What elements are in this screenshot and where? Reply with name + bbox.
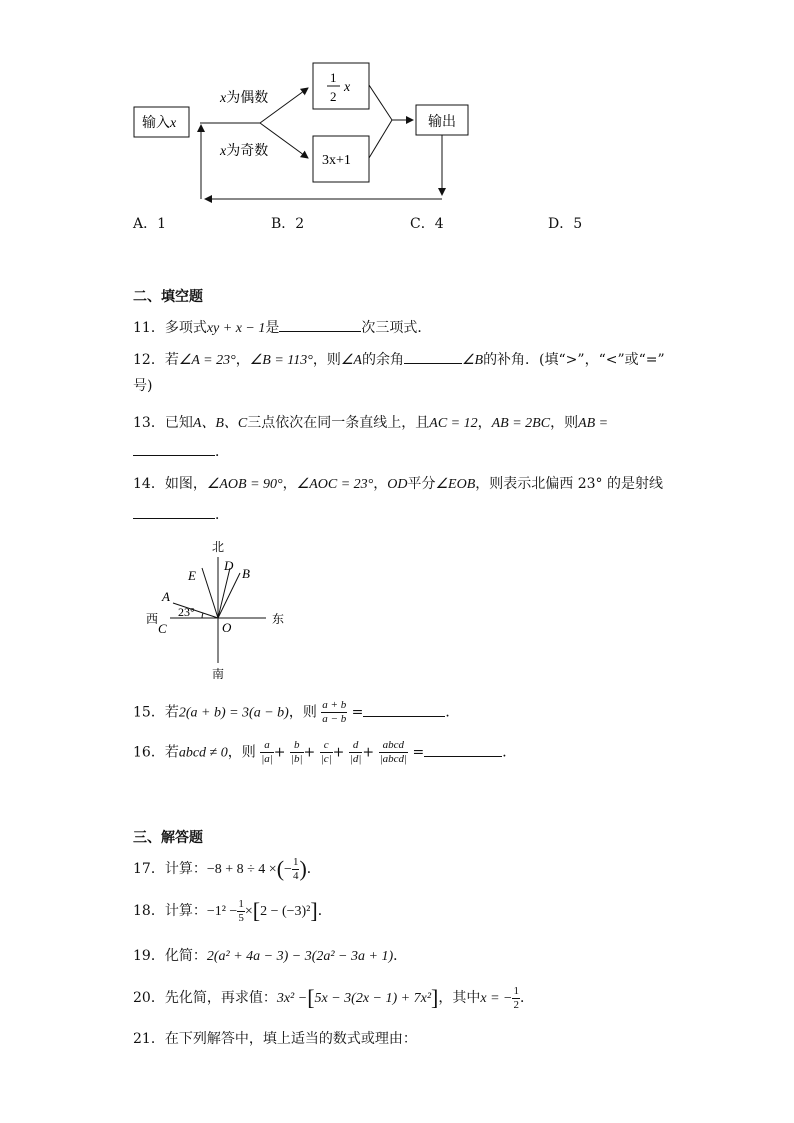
ray-oe xyxy=(202,568,218,618)
ray-od xyxy=(218,568,230,618)
label-o: O xyxy=(222,620,232,635)
label-a: A xyxy=(162,589,170,604)
question-11: 11．多项式xy + x − 1是 次三项式． xyxy=(133,317,431,337)
label-angle: 23° xyxy=(178,605,195,619)
label-d: D xyxy=(224,558,234,573)
svg-text:3x+1: 3x+1 xyxy=(322,153,351,168)
question-13-answer: ． xyxy=(133,441,229,461)
answer-blank[interactable] xyxy=(404,349,462,364)
q10-option-a: A．1 xyxy=(133,216,167,232)
question-19: 19．化简：2(a² + 4a − 3) − 3(2a² − 3a + 1)． xyxy=(133,948,408,964)
question-13: 13．已知A、B、C三点依次在同一条直线上，且AC = 12，AB = 2BC，则AB = xyxy=(133,415,609,431)
answer-blank[interactable] xyxy=(363,702,445,717)
fraction: $\frac{a + b}{a - b}$ xyxy=(322,699,347,725)
half-box xyxy=(313,63,369,109)
q10-option-c: C．4 xyxy=(410,216,444,232)
fraction: $\frac{d}{|d|}$ xyxy=(349,739,362,765)
odd-label: x为奇数 xyxy=(220,144,269,159)
compass-diagram xyxy=(140,535,300,685)
label-b: B xyxy=(242,566,250,581)
answer-blank[interactable] xyxy=(279,317,361,332)
question-12: 12．若∠A = 23°，∠B = 113°，则∠A的余角 ∠B的补角．(填“>”，“<”或“=” xyxy=(133,349,665,369)
label-c: C xyxy=(158,621,167,636)
q10-option-d: D．5 xyxy=(548,216,583,232)
fraction: $\frac{1}{2}$ xyxy=(513,984,519,1011)
label-e: E xyxy=(188,568,196,583)
fraction: $\frac{c}{|c|}$ xyxy=(320,739,332,765)
question-20: 20．先化简，再求值：3x² −[5x − 3(2x − 1) + 7x²]，其中x = − $\frac{1}{2}$ ． xyxy=(133,984,534,1011)
section-3-heading: 三、解答题 xyxy=(133,830,203,846)
input-label: 输入x xyxy=(142,116,177,131)
q10-option-b: B．2 xyxy=(271,216,305,232)
question-14-answer: ． xyxy=(133,504,229,524)
fraction: $\frac{1}{4}$ xyxy=(292,855,299,882)
section-2-heading: 二、填空题 xyxy=(133,289,203,305)
label-north: 北 xyxy=(212,540,225,554)
question-16: 16．若abcd ≠ 0，则 $\frac{a}{|a|}$ + $\frac{b}{|b|}$ + $\frac{c}{|c|}$ + $\frac{d}{|d|}$ + $\frac{\text{abcd}}{\text{|abcd|}}$ = ． xyxy=(133,739,517,765)
label-east: 东 xyxy=(272,612,285,626)
output-label: 输出 xyxy=(428,115,456,130)
question-12-cont: 号) xyxy=(133,378,153,394)
svg-text:2: 2 xyxy=(330,89,337,104)
question-14: 14．如图，∠AOB = 90°，∠AOC = 23°，OD平分∠EOB，则表示北偏西 23° 的是射线 xyxy=(133,476,663,492)
ray-ob xyxy=(218,573,240,618)
question-15: 15．若2(a + b) = 3(a − b)，则 $\frac{a + b}{a - b}$ = ． xyxy=(133,699,460,725)
flowchart-diagram xyxy=(120,55,480,210)
question-18: 18．计算：−1² − $\frac{1}{5}$ ×[2 − (−3)²]． xyxy=(133,897,332,924)
answer-blank[interactable] xyxy=(424,742,502,757)
question-21: 21．在下列解答中，填上适当的数式或理由： xyxy=(133,1031,417,1047)
svg-text:x: x xyxy=(344,80,351,95)
fraction: $\frac{a}{|a|}$ xyxy=(261,739,273,765)
svg-text:1: 1 xyxy=(330,70,337,85)
fraction: $\frac{1}{5}$ xyxy=(238,897,244,924)
fraction: $\frac{b}{|b|}$ xyxy=(290,739,303,765)
answer-blank[interactable] xyxy=(133,504,215,519)
answer-blank[interactable] xyxy=(133,441,215,456)
label-south: 南 xyxy=(212,667,225,681)
label-west: 西 xyxy=(146,612,159,626)
question-17: 17．计算：−8 + 8 ÷ 4 ×(− $\frac{1}{4}$ )． xyxy=(133,855,321,882)
even-label: x为偶数 xyxy=(220,91,269,106)
fraction: $\frac{\text{abcd}}{\text{|abcd|}}$ xyxy=(379,739,407,765)
